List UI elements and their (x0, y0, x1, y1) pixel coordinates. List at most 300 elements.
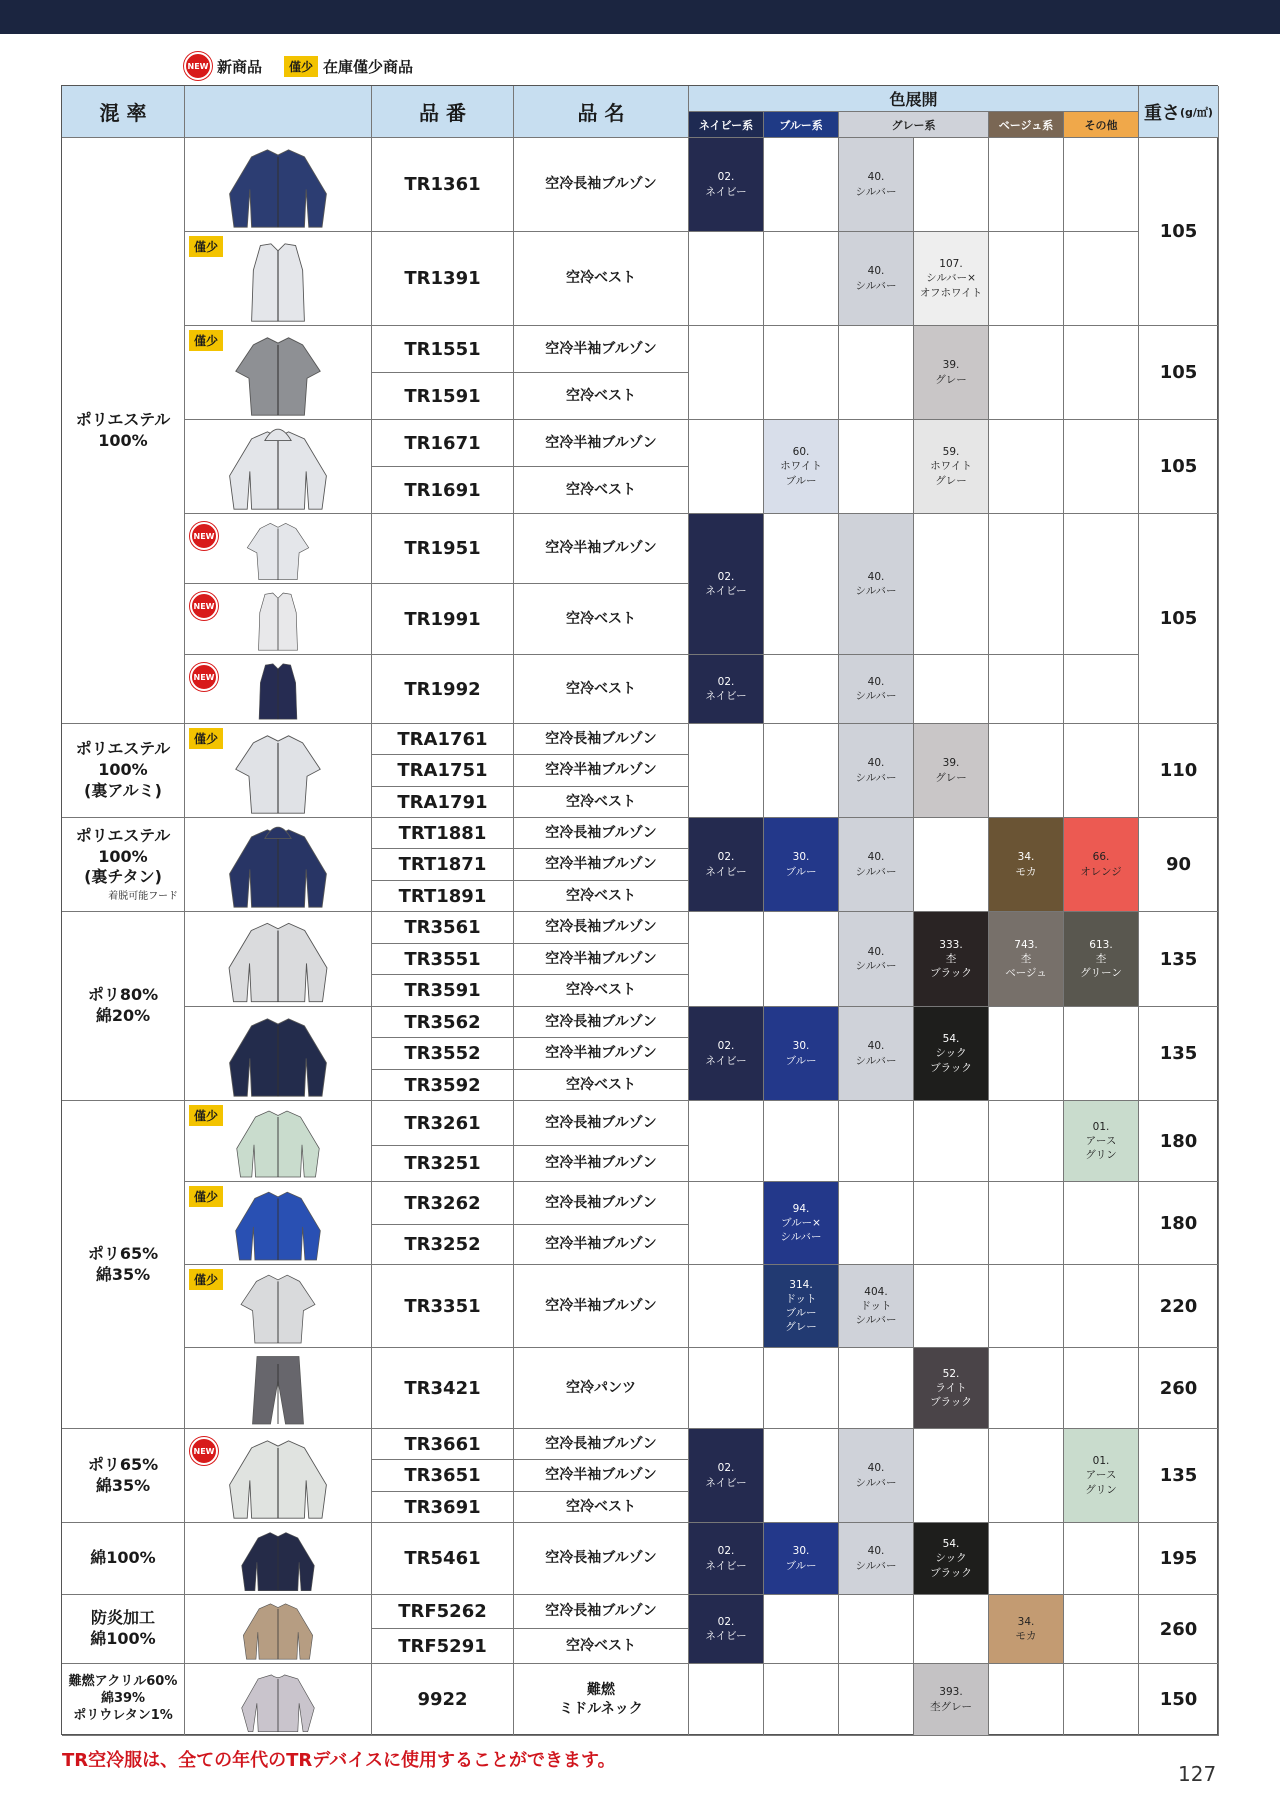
product-name (514, 1523, 689, 1595)
garment-image (229, 1526, 328, 1592)
few-stock-badge: 僅少 (189, 1269, 223, 1290)
product-image-cell (185, 1182, 372, 1265)
product-name-text: 空冷パンツ (566, 1379, 636, 1396)
product-name (514, 467, 689, 514)
mix-cell (62, 1664, 185, 1736)
color-swatch (839, 1007, 914, 1101)
color-empty (914, 1182, 989, 1265)
swatch-line: 02. (717, 1462, 735, 1475)
header-color-col-1 (764, 112, 839, 138)
swatch-label (855, 1544, 896, 1572)
product-name (514, 373, 689, 420)
product-code-text: 9922 (417, 1689, 468, 1710)
product-code-text: TR1671 (404, 432, 481, 454)
color-swatch (1064, 912, 1139, 1007)
color-swatch (914, 1348, 989, 1429)
swatch-label (705, 1615, 746, 1643)
garment-image (231, 658, 326, 721)
product-name-text: 空冷長袖ブルゾン (545, 824, 657, 841)
product-code-text: TR1991 (404, 608, 481, 630)
color-swatch (839, 514, 914, 655)
color-empty (914, 138, 989, 232)
color-empty (764, 326, 839, 420)
weight-value: 105 (1159, 456, 1198, 477)
product-code-text: TR3262 (404, 1192, 481, 1214)
swatch-line: 02. (717, 1040, 735, 1053)
product-code-text: TR3592 (404, 1074, 481, 1096)
swatch-line: シルバー (855, 185, 897, 198)
product-name (514, 1664, 689, 1736)
few-stock-badge: 僅少 (189, 236, 223, 257)
mix-line: ポリ65% (87, 1243, 159, 1263)
weight-value: 135 (1159, 1465, 1198, 1486)
swatch-line: シルバー (855, 960, 897, 972)
color-empty (989, 420, 1064, 514)
mix-cell (62, 1429, 185, 1523)
color-swatch (914, 1523, 989, 1595)
product-code (372, 1429, 514, 1460)
weight-cell (1139, 724, 1219, 818)
color-empty (689, 232, 764, 326)
swatch-line: 杢 (1020, 952, 1032, 965)
swatch-label (780, 445, 822, 488)
header-color-col-label: ネイビー系 (698, 118, 754, 132)
product-code-text: TR3251 (404, 1153, 481, 1174)
product-code (372, 975, 514, 1007)
swatch-line: シルバー (855, 1476, 897, 1489)
swatch-line: ブルー (785, 865, 817, 878)
color-empty (764, 514, 839, 655)
new-legend-text: 新商品 (217, 57, 263, 76)
swatch-line: グリン (1085, 1483, 1117, 1496)
swatch-line: シルバー (855, 279, 897, 292)
swatch-label (705, 1544, 746, 1572)
product-name (514, 975, 689, 1007)
swatch-label (1080, 938, 1122, 981)
swatch-label (855, 264, 896, 292)
swatch-line: 94. (792, 1202, 810, 1215)
weight-value: 150 (1159, 1689, 1198, 1710)
header-color-col-3 (989, 112, 1064, 138)
swatch-line: 34. (1017, 1615, 1035, 1628)
color-swatch (839, 138, 914, 232)
swatch-line: 60. (792, 446, 810, 459)
swatch-label (1085, 1454, 1117, 1497)
few-stock-badge: 僅少 (189, 330, 223, 351)
product-code (372, 881, 514, 912)
product-name-text: 空冷半袖ブルゾン (545, 1297, 657, 1314)
color-empty (989, 1664, 1064, 1736)
product-code (372, 912, 514, 944)
product-name-text: 空冷半袖ブルゾン (545, 1236, 657, 1253)
color-empty (1064, 655, 1139, 724)
mix-line: 100% (98, 430, 148, 450)
color-empty (764, 1101, 839, 1182)
swatch-line: モカ (1015, 865, 1037, 878)
product-name-text: 空冷ベスト (566, 1498, 636, 1515)
product-code-text: TRT1891 (398, 885, 487, 907)
color-empty (914, 655, 989, 724)
mix-cell (62, 138, 185, 724)
swatch-line: 01. (1092, 1120, 1110, 1133)
product-name (514, 724, 689, 755)
color-swatch (689, 1007, 764, 1101)
product-name (514, 232, 689, 326)
product-name (514, 584, 689, 655)
color-empty (1064, 1348, 1139, 1429)
swatch-line: グリン (1085, 1149, 1117, 1162)
swatch-line: 40. (867, 945, 885, 958)
mix-cell (62, 1595, 185, 1664)
product-name (514, 787, 689, 818)
product-code (372, 1182, 514, 1225)
product-name-text: 空冷半袖ブルゾン (545, 1467, 657, 1484)
product-name (514, 1595, 689, 1629)
product-code (372, 724, 514, 755)
product-code-text: TR3661 (404, 1433, 481, 1455)
product-code (372, 818, 514, 849)
color-empty (1064, 420, 1139, 514)
color-empty (989, 1348, 1064, 1429)
swatch-line: 40. (867, 757, 885, 770)
swatch-line: ベージュ (1005, 967, 1047, 980)
color-empty (689, 1182, 764, 1265)
swatch-line: 314. (789, 1278, 813, 1291)
product-name (514, 138, 689, 232)
swatch-line: ネイビー (705, 1054, 747, 1067)
product-code-text: TR3252 (404, 1234, 481, 1255)
swatch-label (705, 1039, 746, 1067)
product-code-text: TR1391 (404, 268, 481, 289)
swatch-line: オフホワイト (919, 286, 983, 299)
swatch-line: ドット (785, 1292, 817, 1305)
color-empty (689, 1348, 764, 1429)
swatch-line: ネイビー (705, 690, 747, 702)
product-name-text: 空冷ベスト (566, 887, 636, 904)
color-empty (764, 655, 839, 724)
swatch-line: ネイビー (705, 1476, 747, 1489)
product-name-text: 空冷ベスト (566, 1076, 636, 1093)
color-empty (1064, 1664, 1139, 1736)
product-name-text: 空冷半袖ブルゾン (545, 856, 657, 873)
color-empty (914, 1265, 989, 1348)
product-code-text: TR3561 (404, 917, 481, 938)
swatch-label (1005, 938, 1047, 981)
color-empty (689, 1265, 764, 1348)
product-name-text: 空冷長袖ブルゾン (545, 1550, 657, 1567)
swatch-line: シルバー (780, 1231, 822, 1244)
mix-line: ポリ80% (87, 985, 159, 1005)
few-badge: 僅少 (284, 56, 318, 77)
weight-value: 105 (1159, 608, 1198, 629)
swatch-line: シルバー (855, 865, 897, 878)
swatch-line: グレー (935, 771, 967, 784)
product-image-cell (185, 912, 372, 1007)
product-name-text: 空冷長袖ブルゾン (545, 919, 657, 936)
garment-image (212, 329, 344, 417)
swatch-line: ネイビー (705, 1630, 747, 1642)
product-code (372, 1101, 514, 1146)
swatch-line: 40. (867, 675, 885, 688)
swatch-line: シルバー (855, 771, 897, 784)
product-code (372, 514, 514, 584)
color-empty (1064, 1007, 1139, 1101)
swatch-line: ブルー (785, 474, 817, 487)
color-swatch (839, 912, 914, 1007)
header-mix-label: 混 率 (99, 101, 147, 125)
color-swatch (764, 1265, 839, 1348)
color-swatch (839, 1265, 914, 1348)
swatch-line: 02. (717, 570, 735, 583)
product-code (372, 1038, 514, 1070)
product-code (372, 1629, 514, 1664)
product-image-cell (185, 326, 372, 420)
swatch-label (705, 675, 746, 703)
product-code-text: TR3691 (404, 1496, 481, 1518)
product-code (372, 138, 514, 232)
swatch-line: 39. (942, 757, 960, 770)
swatch-label (930, 1537, 972, 1580)
weight-cell (1139, 138, 1219, 326)
product-code (372, 584, 514, 655)
color-empty (1064, 326, 1139, 420)
swatch-line: オレンジ (1080, 865, 1122, 878)
mix-line: ポリエステル (75, 409, 171, 429)
color-swatch (989, 1595, 1064, 1664)
product-image-cell (185, 232, 372, 326)
swatch-line: 02. (717, 675, 735, 688)
color-empty (689, 1101, 764, 1182)
weight-value: 90 (1165, 854, 1192, 875)
color-empty (1064, 1182, 1139, 1265)
swatch-label (785, 1544, 816, 1572)
header-color-group (689, 86, 1139, 112)
new-product-badge: NEW (190, 663, 218, 691)
swatch-label (930, 445, 972, 488)
garment-image (230, 517, 326, 581)
new-product-badge: NEW (190, 592, 218, 620)
swatch-line: 40. (867, 851, 885, 864)
color-empty (914, 514, 989, 655)
swatch-line: 02. (717, 171, 735, 184)
product-code-text: TR3591 (404, 980, 481, 1001)
swatch-label (780, 1202, 821, 1245)
product-code-text: TR3552 (404, 1043, 481, 1064)
product-name (514, 326, 689, 373)
swatch-line: ブラック (930, 1396, 972, 1409)
product-code-text: TRA1791 (397, 791, 488, 813)
product-code (372, 1523, 514, 1595)
garment-image (231, 1598, 326, 1661)
color-empty (764, 232, 839, 326)
product-code (372, 1146, 514, 1182)
product-code (372, 755, 514, 787)
swatch-line: 743. (1014, 938, 1038, 951)
weight-value: 180 (1159, 1130, 1198, 1152)
color-empty (689, 326, 764, 420)
swatch-line: モカ (1015, 1630, 1037, 1642)
product-name-text: 空冷半袖ブルゾン (545, 340, 657, 357)
color-empty (1064, 1595, 1139, 1664)
swatch-label (1016, 850, 1037, 878)
color-empty (764, 912, 839, 1007)
product-code-text: TRA1761 (397, 728, 488, 750)
color-empty (764, 1664, 839, 1736)
header-color-col-2 (839, 112, 989, 138)
color-swatch (689, 1523, 764, 1595)
product-image-cell (185, 1007, 372, 1101)
product-name-text: 空冷長袖ブルゾン (545, 730, 657, 747)
garment-image (212, 1010, 344, 1098)
color-empty (989, 1007, 1064, 1101)
top-banner (0, 0, 1280, 34)
swatch-line: ドット (860, 1299, 892, 1312)
color-swatch (839, 232, 914, 326)
swatch-line: ライト (935, 1381, 967, 1394)
few-stock-badge: 僅少 (189, 728, 223, 749)
swatch-line: 107. (939, 258, 963, 271)
swatch-label (855, 756, 896, 784)
product-image-cell (185, 514, 372, 584)
weight-value: 260 (1159, 1377, 1198, 1399)
color-empty (989, 724, 1064, 818)
color-empty (1064, 724, 1139, 818)
mix-line: ポリ65% (87, 1454, 159, 1474)
product-name (514, 944, 689, 975)
swatch-line: 40. (867, 570, 885, 583)
swatch-line: ネイビー (705, 865, 747, 878)
color-empty (839, 326, 914, 420)
garment-image (212, 423, 344, 511)
product-code (372, 373, 514, 420)
swatch-label (855, 170, 896, 198)
product-code (372, 467, 514, 514)
swatch-line: ブルー× (781, 1216, 821, 1229)
mix-cell (62, 1101, 185, 1429)
color-empty (689, 420, 764, 514)
product-code-text: TR1591 (404, 385, 481, 407)
header-weight-unit: (g/㎡) (1180, 105, 1213, 119)
product-name-text: 空冷長袖ブルゾン (545, 1435, 657, 1452)
product-code-text: TRA1751 (397, 760, 488, 781)
swatch-label (1085, 1120, 1117, 1163)
garment-image (220, 1185, 336, 1262)
weight-value: 105 (1159, 221, 1198, 242)
swatch-line: シック (935, 1552, 967, 1565)
header-color-col-label: その他 (1084, 118, 1118, 132)
color-swatch (914, 724, 989, 818)
swatch-label (785, 1278, 817, 1335)
swatch-label (705, 1461, 746, 1489)
swatch-label (705, 170, 746, 198)
product-code-text: TR3261 (404, 1112, 481, 1134)
swatch-line: 613. (1089, 938, 1113, 951)
mix-line: 難燃アクリル60% (68, 1674, 178, 1690)
swatch-line: ネイビー (705, 185, 747, 198)
header-color-col-4 (1064, 112, 1139, 138)
color-empty (914, 1595, 989, 1664)
product-name (514, 1629, 689, 1664)
product-name-text: 空冷半袖ブルゾン (545, 1155, 657, 1172)
product-code-text: TRF5262 (398, 1601, 487, 1622)
product-code (372, 1225, 514, 1265)
product-image-cell (185, 584, 372, 655)
product-code-text: TR5461 (404, 1548, 481, 1569)
color-swatch (764, 420, 839, 514)
product-name (514, 881, 689, 912)
product-code-text: TR1992 (404, 678, 481, 700)
swatch-line: 52. (942, 1367, 960, 1380)
swatch-line: シック (935, 1047, 967, 1060)
product-name-text: 空冷ベスト (566, 270, 636, 287)
product-name-text: 空冷長袖ブルゾン (545, 1194, 657, 1211)
product-code-text: TRT1881 (398, 822, 487, 844)
color-swatch (689, 1595, 764, 1664)
mix-line: 綿35% (95, 1264, 151, 1284)
color-swatch (764, 1007, 839, 1101)
product-code (372, 1595, 514, 1629)
product-name (514, 1348, 689, 1429)
swatch-label (855, 1039, 896, 1067)
color-swatch (839, 724, 914, 818)
color-swatch (914, 420, 989, 514)
color-swatch (764, 818, 839, 912)
product-name (514, 1101, 689, 1146)
weight-cell (1139, 1664, 1219, 1736)
color-empty (839, 1101, 914, 1182)
header-color-col-label: グレー系 (891, 118, 936, 132)
product-code (372, 326, 514, 373)
weight-cell (1139, 1265, 1219, 1348)
color-swatch (689, 1429, 764, 1523)
mix-line: 綿35% (95, 1475, 151, 1495)
swatch-line: ブルー (785, 1054, 817, 1067)
color-empty (1064, 232, 1139, 326)
swatch-line: 54. (942, 1033, 960, 1046)
product-code-text: TR1951 (404, 538, 481, 559)
swatch-line: シルバー (855, 690, 897, 702)
swatch-line: 杢グレー (930, 1700, 972, 1713)
color-swatch (839, 655, 914, 724)
swatch-line: 40. (867, 1040, 885, 1053)
swatch-line: ブラック (930, 1566, 972, 1579)
color-empty (839, 420, 914, 514)
color-empty (1064, 1265, 1139, 1348)
header-image (185, 86, 372, 138)
header-mix (62, 86, 185, 138)
garment-image (212, 1432, 344, 1520)
few-legend-text: 在庫僅少商品 (323, 57, 414, 76)
product-name-text: 空冷ベスト (566, 1637, 636, 1654)
product-code-text: TRT1871 (398, 854, 487, 875)
product-code-text: TR3651 (404, 1465, 481, 1486)
swatch-label (855, 675, 896, 703)
product-name (514, 912, 689, 944)
swatch-line: ブラック (930, 1061, 972, 1074)
product-name (514, 1460, 689, 1492)
legend (184, 54, 435, 78)
mix-line: 綿100% (90, 1629, 156, 1648)
color-empty (1064, 1523, 1139, 1595)
swatch-line: ホワイト (930, 460, 972, 473)
product-name (514, 1070, 689, 1101)
mix-line: 防炎加工 (90, 1608, 155, 1628)
few-stock-badge: 僅少 (189, 1186, 223, 1207)
product-name (514, 1007, 689, 1038)
product-code (372, 1348, 514, 1429)
new-product-badge: NEW (190, 1437, 218, 1465)
swatch-line: ブラック (930, 967, 972, 980)
